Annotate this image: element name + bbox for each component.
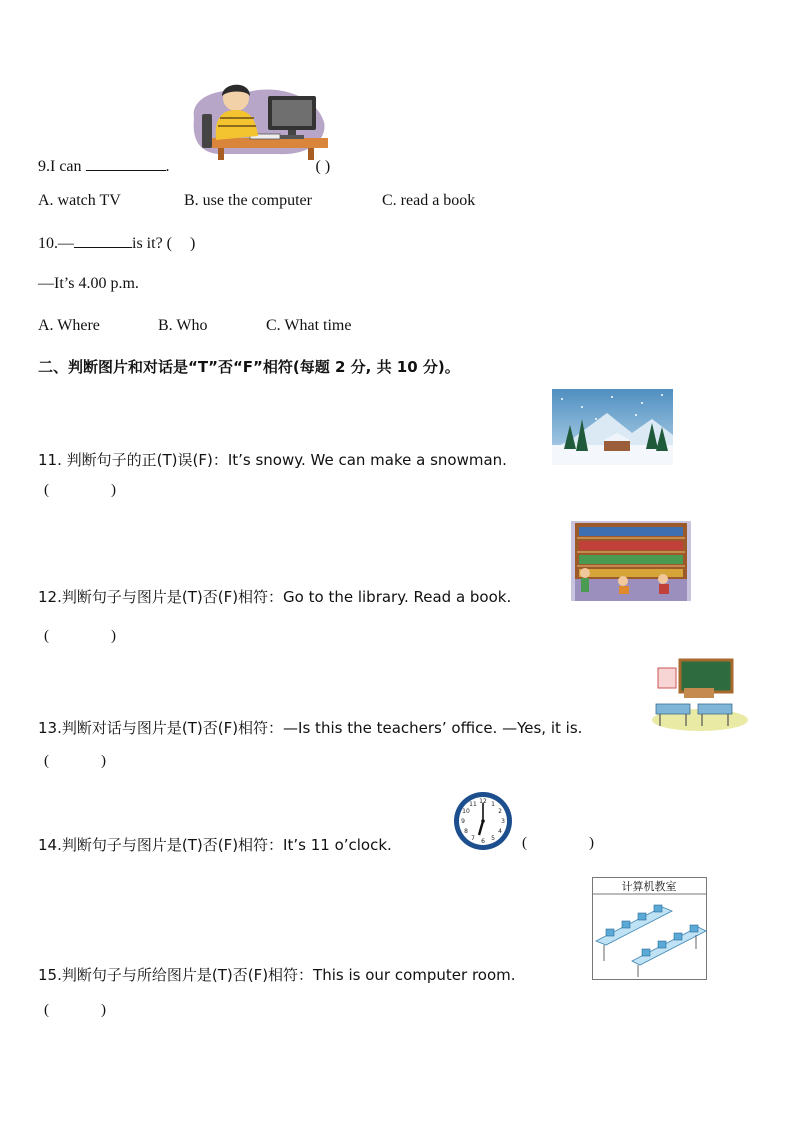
section-2-title: 二、判断图片和对话是“T”否“F”相符(每题 2 分, 共 10 分)。 [38,358,460,376]
q10-answer-line: —It’s 4.00 p.m. [38,275,139,292]
q15-answer-parens[interactable]: ( ) [44,1002,106,1018]
option-c[interactable]: C. read a book [382,192,476,209]
answer-blank[interactable] [86,156,166,171]
library-illustration [571,521,691,601]
computer-room-illustration [592,877,707,980]
svg-text:10: 10 [462,808,470,815]
svg-text:11: 11 [469,801,477,808]
svg-text:2: 2 [498,808,502,815]
q9-stem: 9.I can . ( ) [38,158,331,175]
boy-at-computer-illustration [188,78,330,160]
q13-answer-parens[interactable]: ( ) [44,753,106,769]
q14-text: 14.判断句子与图片是(T)否(F)相符：It’s 11 o’clock. [38,836,392,854]
svg-text:3: 3 [501,818,505,825]
wall-clock-illustration [453,791,513,851]
computer-room-sign: 计算机教室 [621,880,677,893]
q10-options [38,316,351,336]
svg-text:7: 7 [471,835,475,842]
option-c[interactable]: C. What time [266,317,352,334]
snowy-landscape-illustration [552,389,673,465]
svg-text:5: 5 [491,835,495,842]
answer-parens[interactable]: ( ) [315,158,331,175]
svg-text:6: 6 [481,838,485,845]
option-b[interactable]: B. Who [158,317,208,334]
q12-answer-parens[interactable]: ( ) [44,628,116,644]
q10-stem: 10.— is it? ( ) [38,235,196,252]
q11-text: 11. 判断句子的正(T)误(F)：It’s snowy. We can make a snowman. [38,451,507,469]
answer-blank[interactable] [74,233,132,248]
option-a[interactable]: A. Where [38,317,100,334]
classroom-illustration [650,658,748,732]
svg-text:9: 9 [461,818,465,825]
q9-options [38,191,475,211]
option-a[interactable]: A. watch TV [38,192,121,209]
option-b[interactable]: B. use the computer [184,192,312,209]
svg-text:4: 4 [498,828,502,835]
svg-text:12: 12 [479,798,487,805]
q15-text: 15.判断句子与所给图片是(T)否(F)相符：This is our computer room. [38,966,516,984]
q13-text: 13.判断对话与图片是(T)否(F)相符：—Is this the teachers’ office. —Yes, it is. [38,719,583,737]
q14-answer-parens[interactable]: ( ) [522,835,594,851]
svg-text:8: 8 [464,828,468,835]
svg-text:1: 1 [491,801,495,808]
q11-answer-parens[interactable]: ( ) [44,482,116,498]
q12-text: 12.判断句子与图片是(T)否(F)相符：Go to the library. Read a book. [38,588,512,606]
